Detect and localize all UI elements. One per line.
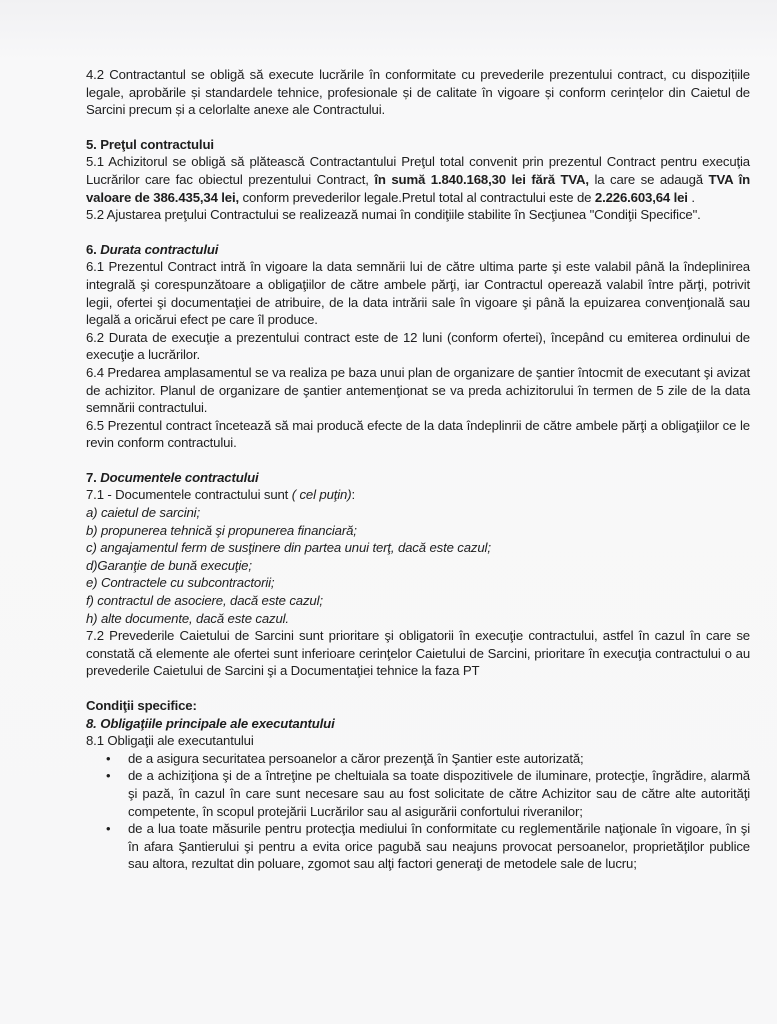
clause-4-2: 4.2 Contractantul se obligă să execute lucrările în conformitate cu prevederile prezentului contract, cu dispozițiile legale, aprobările și standardele tehnice, profesionale și de calitate în vigoare și conform cerințelor din Caietul de Sarcini precum și a celorlalte anexe ale Contractului.	[86, 67, 750, 118]
clause-5-1	[86, 153, 750, 206]
clause-7-1-note: ( cel puţin)	[291, 487, 352, 503]
clause-5-1-text: conform prevederilor legale.Pretul total al contractului este de	[239, 189, 595, 205]
clause-6-5: 6.5 Prezentul contract încetează să mai producă efecte de la data îndeplinrii de către ambele părţi a obligaţiilor ce le revin conform contractului.	[86, 417, 750, 451]
section-6-number: 6.	[86, 241, 101, 257]
specific-conditions-heading: Condiţii specifice:	[86, 698, 197, 713]
clause-5-1-text: la care se adaugă	[588, 171, 709, 187]
spacer	[86, 224, 750, 241]
section-7-number: 7.	[86, 469, 101, 485]
clause-6-1: 6.1 Prezentul Contract intră în vigoare la data semnării lui de către ultima parte şi este valabil până la îndeplinirea integrală şi corespunzătoare a obligaţiilor de către ambele părţi, iar Contractul operează valabil între părţi, potrivit legii, ofertei şi documentaţiei de atribuire, de la data intrării sale în vigoare şi până la epuizarea convenţională sau legală a oricărui efect pe care îl produce.	[86, 259, 750, 328]
document-list-item: h) alte documente, dacă este cazul.	[86, 610, 289, 626]
clause-7-2: 7.2 Prevederile Caietului de Sarcini sunt prioritare şi obligatorii în execuţie contractului, astfel în cazul în care se constată că elemente ale ofertei sunt inferioare cerinţelor Caietului de Sarcini, prioritare în execuţia contractului o au prevederile Caietului de Sarcini şi a Documentaţiei tehnice la faza PT	[86, 628, 750, 679]
spacer	[86, 119, 750, 136]
spacer	[86, 680, 750, 697]
document-list-item: d)Garanţie de bună execuţie;	[86, 557, 252, 573]
section-6-heading	[86, 241, 750, 259]
clause-6-2: 6.2 Durata de execuţie a prezentului contract este de 12 luni (conform ofertei), începând cu emiterea ordinului de execuţie a lucrărilor.	[86, 329, 750, 363]
clause-5-1-text: .	[687, 189, 695, 205]
section-8-heading: 8. Obligaţiile principale ale executantului	[86, 715, 335, 731]
document-list-item: b) propunerea tehnică şi propunerea financiară;	[86, 522, 357, 538]
obligation-bullet-item: • de a achiziţiona şi de a întreţine pe cheltuiala sa toate dispozitivele de iluminare, protecţie, îngrădire, alarmă şi pază, în cazul în care sunt necesare sau au fost solicitate de către Achizitor sau de către alte autorităţi competente, în scopul protejării Lucrărilor sau al asigurării confortului riveranilor;	[128, 767, 750, 820]
vat-amount: TVA în valoare de 386.435,34 lei,	[86, 171, 750, 205]
document-list-item: a) caietul de sarcini;	[86, 505, 200, 521]
clause-7-1-colon: :	[351, 487, 355, 503]
obligations-list	[86, 750, 750, 873]
document-list-item: f) contractul de asociere, dacă este cazul;	[86, 593, 323, 609]
total-price: 2.226.603,64 lei	[594, 189, 688, 205]
section-7-heading	[86, 469, 750, 487]
section-6-title: Durata contractului	[100, 241, 219, 257]
clause-8-1: 8.1 Obligaţii ale executantului	[86, 733, 254, 749]
obligation-bullet-item: • de a lua toate măsurile pentru protecţia mediului în conformitate cu reglementările naţionale în vigoare, în şi în afara Şantierului şi pentru a evita orice pagubă sau neajuns provocat persoanelor, proprietăţilor publice sau altora, rezultat din poluare, zgomot sau alţi factori generaţi de metodele sale de lucru;	[128, 820, 750, 873]
document-list-item: e) Contractele cu subcontractorii;	[86, 575, 275, 591]
clause-5-1-text: 5.1 Achizitorul se obligă să plătească Contractantului Preţul total convenit prin prezentul Contract pentru execuţia Lucrărilor care fac obiectul prezentului Contract,	[86, 154, 750, 187]
clause-7-1	[86, 486, 750, 504]
obligation-bullet-item: • de a asigura securitatea persoanelor a căror prezenţă în Şantier este autorizată;	[128, 750, 750, 768]
section-5-heading: 5. Preţul contractului	[86, 136, 214, 152]
clause-7-1-text: 7.1 - Documentele contractului sunt	[86, 487, 292, 503]
document-body	[86, 66, 750, 873]
clause-6-4: 6.4 Predarea amplasamentul se va realiza pe baza unui plan de organizare de şantier întocmit de executant şi avizat de achizitor. Planul de organizare de şantier antemenţionat se va preda achizitorului în termen de 5 zile de la data semnării contractului.	[86, 364, 750, 416]
spacer	[86, 452, 750, 469]
price-without-vat: în sumă 1.840.168,30 lei fără TVA,	[374, 171, 589, 187]
section-7-title: Documentele contractului	[100, 469, 259, 485]
document-list-item: c) angajamentul ferm de susţinere din partea unui terţ, dacă este cazul;	[86, 540, 491, 556]
clause-5-2: 5.2 Ajustarea preţului Contractului se realizează numai în condiţiile stabilite în Secţiunea "Condiţii Specifice".	[86, 207, 701, 223]
